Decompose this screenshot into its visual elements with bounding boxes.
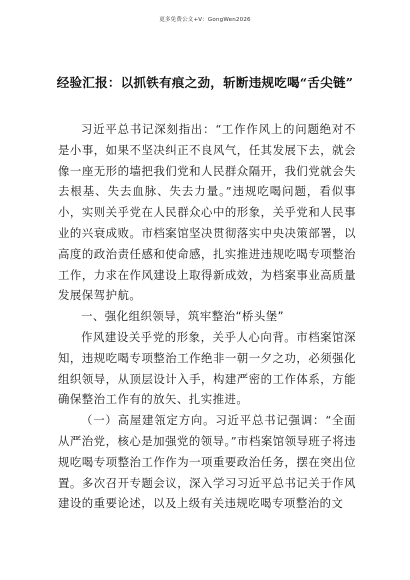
section-heading-1: 一、强化组织领导，筑牢整治“桥头堡” xyxy=(81,309,285,324)
document-title: 经验汇报：以抓铁有痕之劲，斩断违规吃喝“舌尖链” xyxy=(56,75,354,90)
header-note: 更多免费公文+V：GongWen2026 xyxy=(159,17,251,23)
document-body xyxy=(58,119,356,514)
paragraph-subsection-1: （一）高屋建瓴定方向。习近平总书记强调：“全面从严治党，核心是加强党的领导。”市档案馆领导班子将违规吃喝专项整治工作作为一项重要政治任务，摆在突出位置。多次召开专题会议，深入学习习近平总书记关于作风建设的重要论述，以及上级有关违规吃喝专项整治的文 xyxy=(58,413,356,511)
paragraph-section-1: 作风建设关乎党的形象，关乎人心向背。市档案馆深知，违规吃喝专项整治工作绝非一朝一夕之功，必须强化组织领导，从顶层设计入手，构建严密的工作体系，方能确保整治工作有的放矢、扎实推进。 xyxy=(58,329,356,407)
paragraph-intro: 习近平总书记深刻指出：“工作作风上的问题绝对不是小事，如果不坚决纠正不良风气，任其发展下去，就会像一座无形的墙把我们党和人民群众隔开，我们党就会失去根基、失去血脉、失去力量。”违规吃喝问题，看似事小，实则关乎党在人民群众心中的形象，关乎党和人民事业的兴衰成败。市档案馆坚决贯彻落实中央决策部署，以高度的政治责任感和使命感，扎实推进违规吃喝专项整治工作，力求在作风建设上取得新成效，为档案事业高质量发展保驾护航。 xyxy=(58,122,356,303)
